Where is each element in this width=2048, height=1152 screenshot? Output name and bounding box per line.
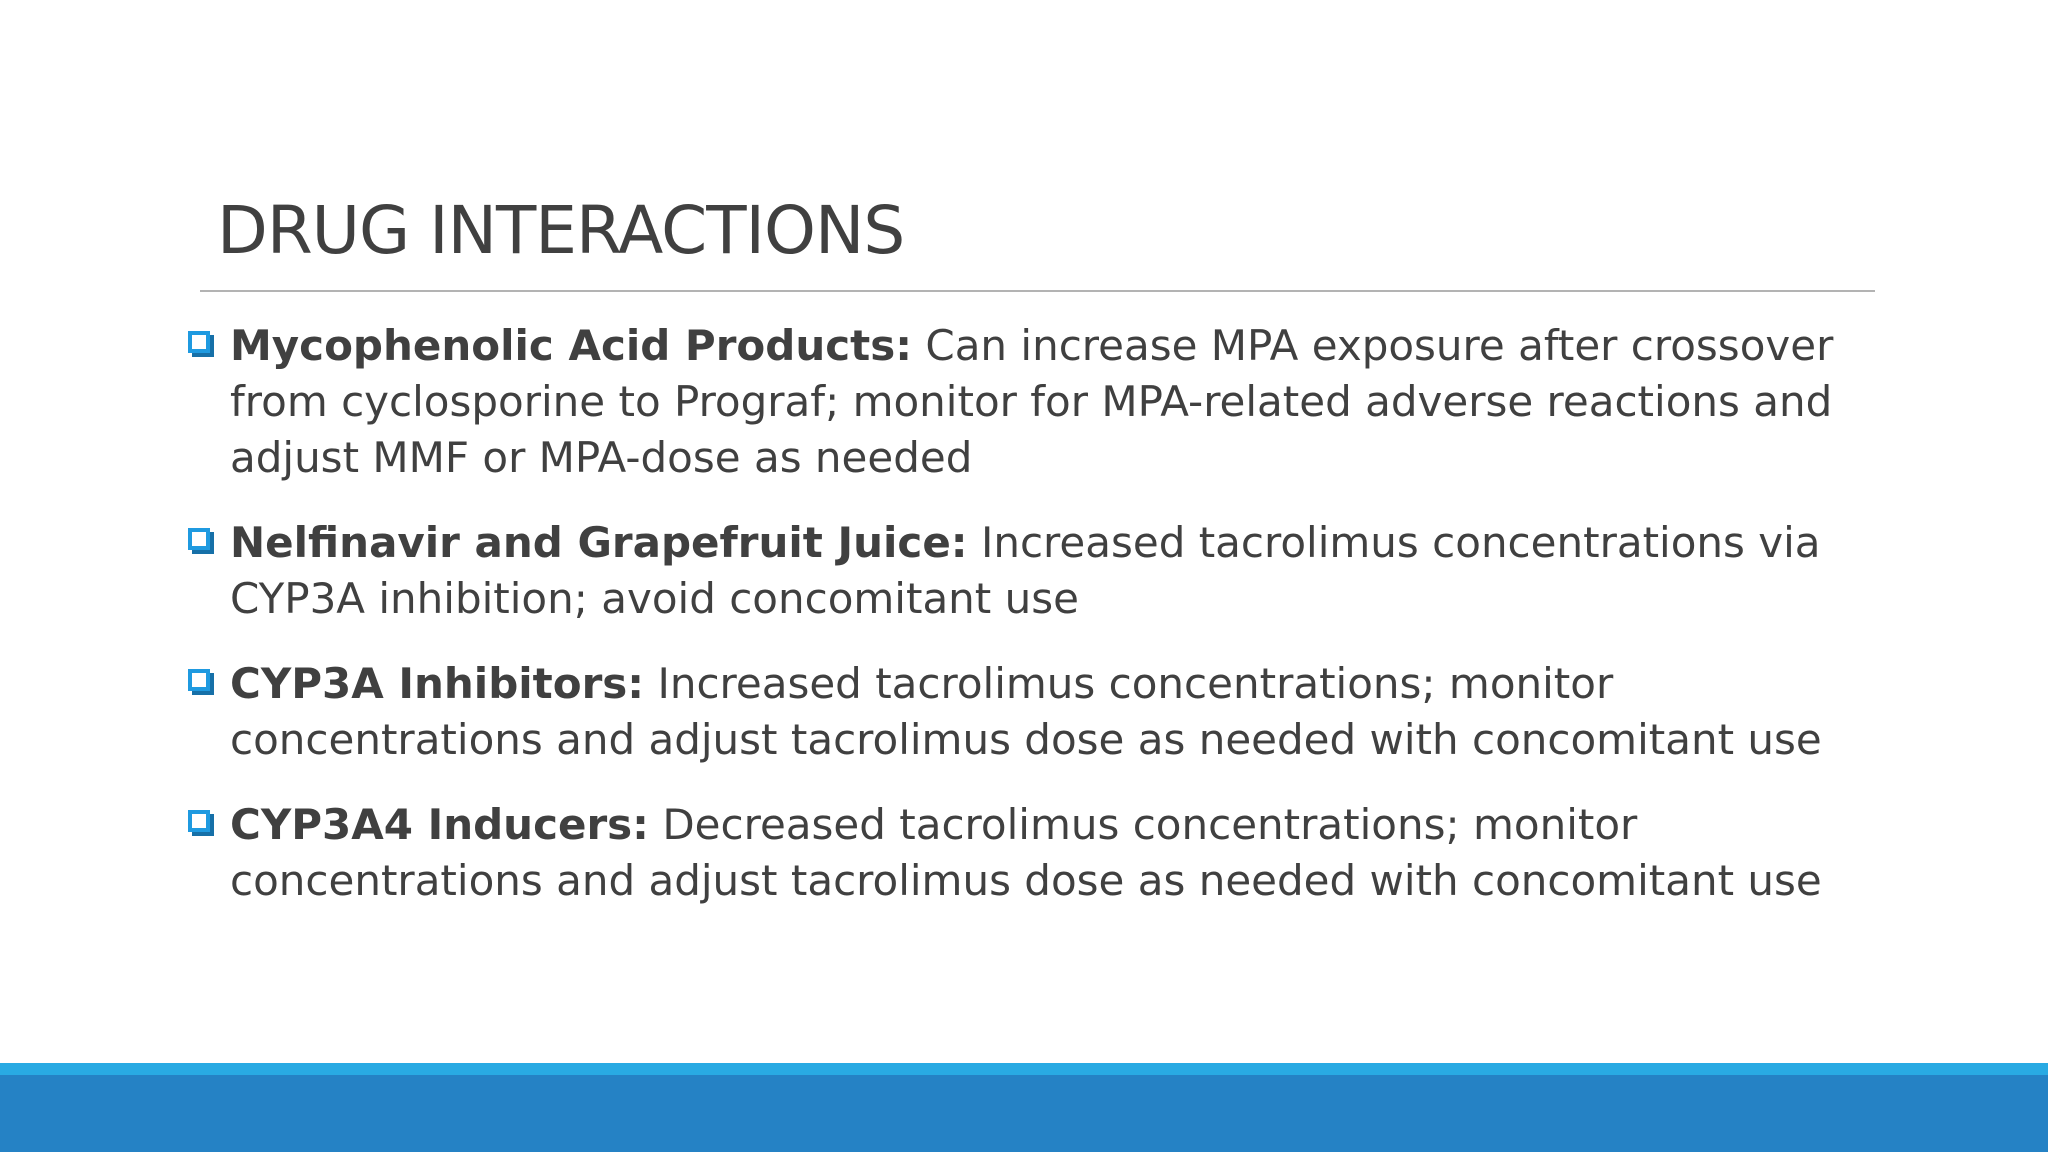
footer-band-accent — [0, 1063, 2048, 1075]
bullet-lead: CYP3A4 Inducers: — [230, 800, 649, 849]
checkbox-square-icon — [188, 331, 210, 353]
bullet-body: Decreased tacrolimus concentrations; monitor concentrations and adjust tacrolimus dose as needed with concomitant use — [230, 800, 1822, 905]
bullet-text — [200, 515, 1888, 627]
bullet-body: Can increase MPA exposure after crossover from cyclosporine to Prograf; monitor for MPA-related adverse reactions and adjust MMF or MPA-dose as needed — [230, 321, 1834, 482]
bullet-lead: CYP3A Inhibitors: — [230, 659, 645, 708]
bullet-text — [200, 318, 1888, 486]
checkbox-square-icon — [188, 669, 210, 691]
slide-title: DRUG INTERACTIONS — [217, 192, 905, 269]
checkbox-square-icon — [188, 528, 210, 550]
bullet-lead: Mycophenolic Acid Products: — [230, 321, 913, 370]
bullet-body: Increased tacrolimus concentrations via CYP3A inhibition; avoid concomitant use — [230, 518, 1821, 623]
bullet-list — [188, 318, 1888, 938]
bullet-item — [188, 318, 1888, 486]
bullet-item — [188, 515, 1888, 627]
bullet-text — [200, 797, 1888, 909]
bullet-item — [188, 797, 1888, 909]
checkbox-square-icon — [188, 810, 210, 832]
bullet-text — [200, 656, 1888, 768]
bullet-body: Increased tacrolimus concentrations; monitor concentrations and adjust tacrolimus dose as needed with concomitant use — [230, 659, 1822, 764]
title-divider — [200, 290, 1875, 292]
footer-band — [0, 1075, 2048, 1152]
bullet-item — [188, 656, 1888, 768]
bullet-lead: Nelfinavir and Grapefruit Juice: — [230, 518, 968, 567]
